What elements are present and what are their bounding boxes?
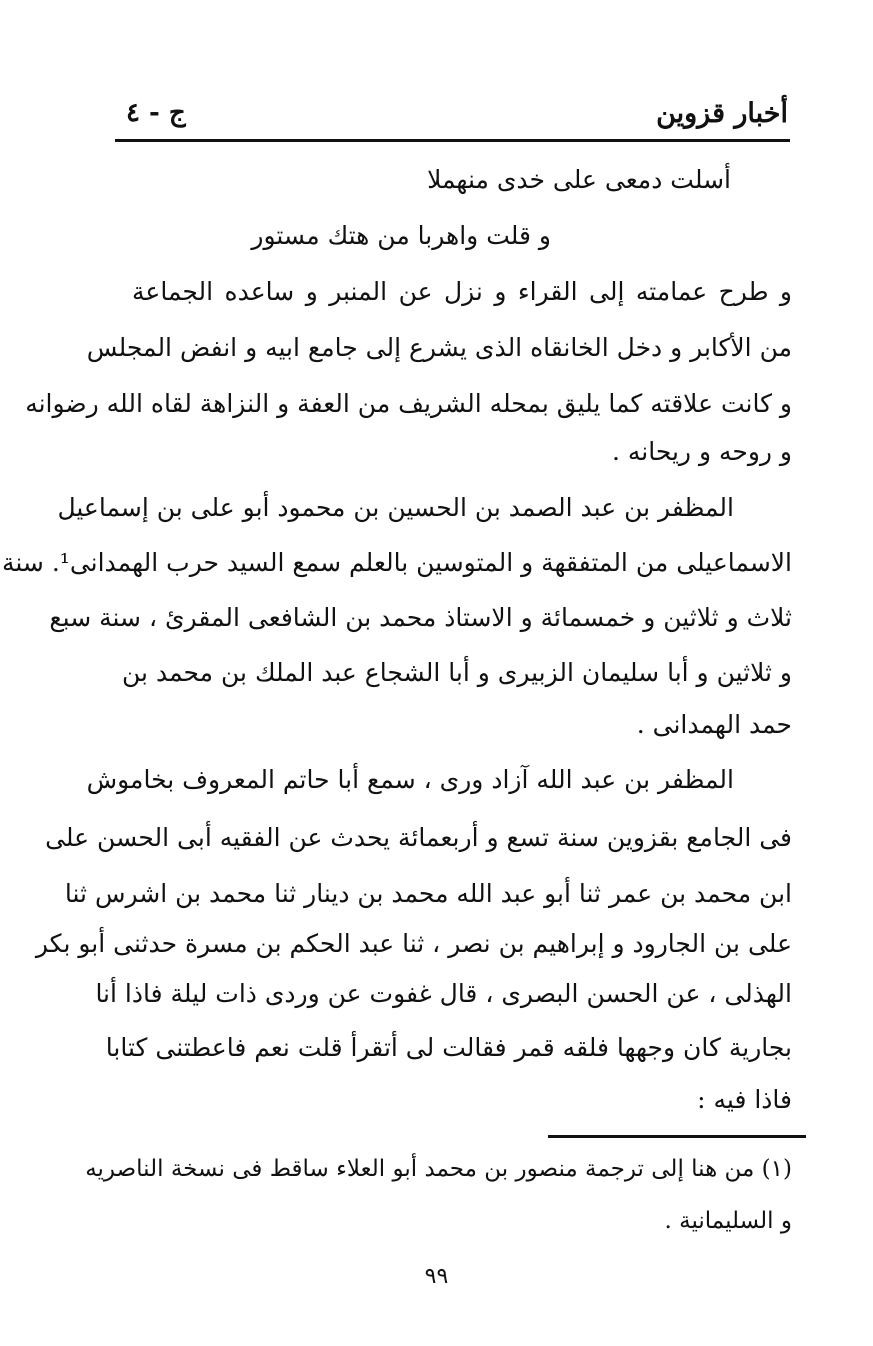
footnote-line: (١) من هنا إلى ترجمة منصور بن محمد أبو العلاء ساقط فى نسخة الناصريه — [85, 1156, 792, 1182]
footnote-rule — [548, 1135, 806, 1138]
paragraph-line: فى الجامع بقزوين سنة تسع و أربعمائة يحدث عن الفقيه أبى الحسن على — [45, 823, 792, 852]
running-header — [118, 96, 788, 140]
book-title: أخبار قزوين — [656, 98, 788, 129]
paragraph-line: و روحه و ريحانه . — [611, 437, 792, 466]
footnote-line: و السليمانية . — [664, 1208, 792, 1234]
paragraph-line: بجارية كان وجهها فلقه قمر فقالت لى أتقرأ قلت نعم فاعطتنى كتابا — [105, 1033, 792, 1062]
paragraph-line: و كانت علاقته كما يليق بمحله الشريف من العفة و النزاهة لقاه الله رضوانه — [25, 389, 792, 418]
paragraph-line: الهذلى ، عن الحسن البصرى ، قال غفوت عن وردى ذات ليلة فاذا أنا — [95, 979, 792, 1008]
paragraph-line: على بن الجارود و إبراهيم بن نصر ، ثنا عبد الحكم بن مسرة حدثنى أبو بكر — [35, 929, 792, 958]
paragraph-line: حمد الهمدانى . — [636, 710, 792, 739]
paragraph-line: فاذا فيه : — [697, 1085, 792, 1114]
paragraph-line: ثلاث و ثلاثين و خمسمائة و الاستاذ محمد بن الشافعى المقرئ ، سنة سبع — [49, 603, 792, 632]
paragraph-line: من الأكابر و دخل الخانقاه الذى يشرع إلى جامع ابيه و انفض المجلس — [86, 333, 792, 362]
verse-line-2: و قلت واهربا من هتك مستور — [251, 221, 551, 250]
paragraph-line: ابن محمد بن عمر ثنا أبو عبد الله محمد بن دينار ثنا محمد بن اشرس ثنا — [64, 879, 792, 908]
verse-line-1: أسلت دمعى على خدى منهملا — [427, 165, 731, 194]
paragraph-line: المظفر بن عبد الصمد بن الحسين بن محمود أبو على بن إسماعيل — [57, 493, 734, 522]
paragraph-line: و طرح عمامته إلى القراء و نزل عن المنبر و ساعده الجماعة — [132, 277, 792, 306]
paragraph-line: و ثلاثين و أبا سليمان الزبيرى و أبا الشجاع عبد الملك بن محمد بن — [122, 658, 792, 687]
paragraph-line: الاسماعيلى من المتفقهة و المتوسين بالعلم سمع السيد حرب الهمدانى¹. سنة — [1, 548, 792, 577]
volume-number: ج - ٤ — [126, 98, 186, 128]
header-rule — [115, 139, 790, 142]
page-number: ٩٩ — [424, 1264, 449, 1289]
paragraph-line: المظفر بن عبد الله آزاد ورى ، سمع أبا حاتم المعروف بخاموش — [86, 765, 734, 794]
